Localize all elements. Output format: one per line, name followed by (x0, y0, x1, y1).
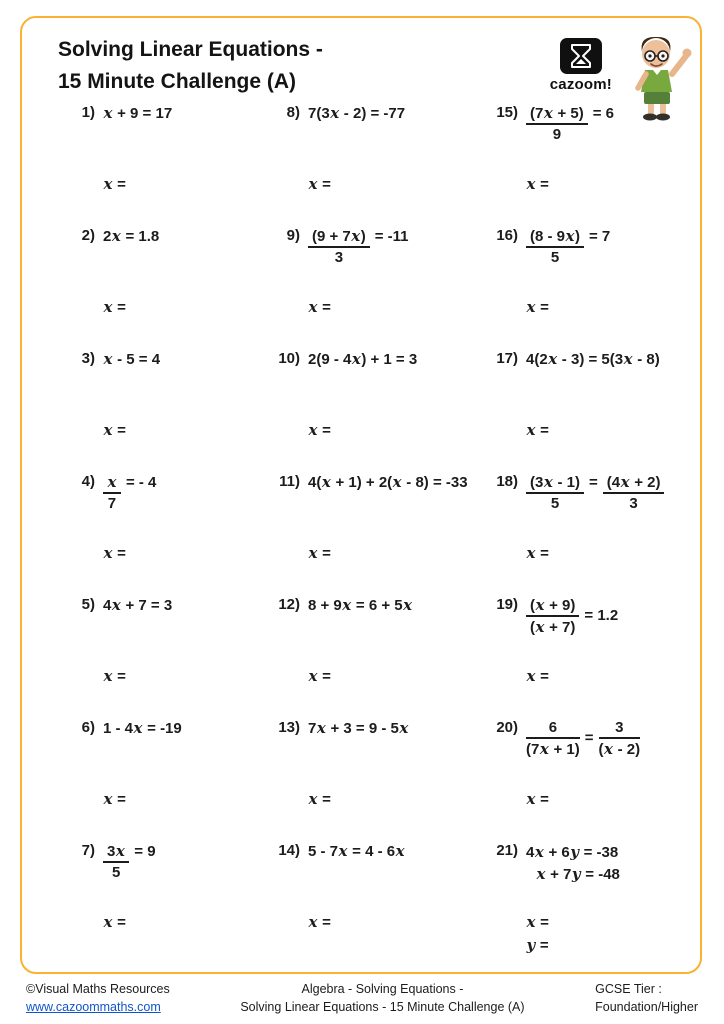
problem-cell-3 (62, 350, 267, 473)
equation: x + 9 = 17 (103, 104, 173, 122)
problem-cell-4 (62, 473, 267, 596)
equation (526, 842, 620, 886)
problem-cell-21 (485, 842, 678, 965)
fraction: $\frac{(3x - 1)}{5}$ (526, 473, 584, 512)
equation: 7x + 3 = 9 - 5x (308, 719, 409, 737)
equation: 5 - 7x = 4 - 6x (308, 842, 405, 860)
problem-number: 13) (278, 719, 300, 736)
answer-blank-14: x = (308, 913, 331, 931)
problem-statement-9 (267, 227, 485, 266)
problem-statement-3 (62, 350, 267, 368)
problem-statement-21 (485, 842, 678, 886)
fraction: $\frac{(4x + 2)}{3}$ (603, 473, 665, 512)
problem-statement-1 (62, 104, 267, 122)
answer-blank-4: x = (103, 544, 126, 562)
equation: $\frac{(9 + 7x)}{3}$ = -11 (308, 227, 409, 266)
answer-blank-17: x = (526, 421, 549, 439)
footer-link[interactable]: www.cazoommaths.com (26, 999, 161, 1014)
problem-statement-6 (62, 719, 267, 737)
equation: $\frac{6}{(7x + 1)}$ = $\frac{3}{(x - 2)}$ (526, 719, 641, 758)
problem-cell-18 (485, 473, 678, 596)
problem-number: 19) (496, 596, 518, 613)
problem-statement-14 (267, 842, 485, 860)
problem-statement-18 (485, 473, 678, 512)
problem-statement-5 (62, 596, 267, 614)
problem-statement-17 (485, 350, 678, 368)
problem-cell-5 (62, 596, 267, 719)
equation: 2(9 - 4x) + 1 = 3 (308, 350, 418, 368)
problem-number: 6) (81, 719, 95, 736)
problem-number: 9) (286, 227, 300, 244)
problem-cell-2 (62, 227, 267, 350)
problem-number: 8) (286, 104, 300, 121)
fraction: $\frac{(7x + 5)}{9}$ (526, 104, 588, 143)
problem-number: 18) (496, 473, 518, 490)
problem-number: 10) (278, 350, 300, 367)
answer-blank-11: x = (308, 544, 331, 562)
footer-tier-value: Foundation/Higher (595, 999, 698, 1014)
problem-cell-10 (267, 350, 485, 473)
problem-statement-20 (485, 719, 678, 758)
page-title (58, 34, 323, 97)
problem-statement-11 (267, 473, 485, 491)
equation: 8 + 9x = 6 + 5x (308, 596, 413, 614)
equation: $\frac{3x}{5}$ = 9 (103, 842, 156, 881)
problem-number: 12) (278, 596, 300, 613)
problem-cell-6 (62, 719, 267, 842)
fraction: $\frac{3}{(x - 2)}$ (598, 719, 641, 758)
answer-blank-19: x = (526, 667, 549, 685)
equation: $\frac{(3x - 1)}{5}$ = $\frac{(4x + 2)}{3}$ (526, 473, 669, 512)
page-title-line2: 15 Minute Challenge (A) (58, 69, 297, 93)
problem-number: 11) (279, 473, 300, 490)
fraction: $\frac{(9 + 7x)}{3}$ (308, 227, 370, 266)
problem-number: 16) (496, 227, 518, 244)
problems-grid (62, 104, 678, 965)
problem-cell-13 (267, 719, 485, 842)
problem-number: 2) (81, 227, 95, 244)
answer-blank-1: x = (103, 175, 126, 193)
equation: $\frac{(8 - 9x)}{5}$ = 7 (526, 227, 610, 266)
problem-statement-8 (267, 104, 485, 122)
answer-blank-7: x = (103, 913, 126, 931)
equation: $\frac{x}{7}$ = - 4 (103, 473, 156, 512)
problem-statement-13 (267, 719, 485, 737)
equation: x - 5 = 4 (103, 350, 161, 368)
fraction: $\frac{6}{(7x + 1)}$ (526, 719, 580, 758)
footer-tier-label: GCSE Tier : (595, 981, 662, 996)
answer-blank-9: x = (308, 298, 331, 316)
problem-statement-16 (485, 227, 678, 266)
problem-number: 17) (496, 350, 518, 367)
answer-blank-20: x = (526, 790, 549, 808)
fraction: $\frac{x}{7}$ (103, 473, 121, 512)
problem-number: 15) (496, 104, 518, 121)
problem-statement-7 (62, 842, 267, 881)
footer-copyright (26, 980, 170, 1016)
equation: 1 - 4x = -19 (103, 719, 182, 737)
fraction: $\frac{3x}{5}$ (103, 842, 129, 881)
problem-statement-15 (485, 104, 678, 143)
problem-number: 14) (278, 842, 300, 859)
problem-number: 7) (81, 842, 95, 859)
problem-cell-9 (267, 227, 485, 350)
footer-center-line2: Solving Linear Equations - 15 Minute Challenge (A) (240, 999, 525, 1014)
page-title-line1: Solving Linear Equations - (58, 38, 323, 61)
answer-blank-16: x = (526, 298, 549, 316)
equation: 4(2x - 3) = 5(3x - 8) (526, 350, 660, 368)
problem-cell-15 (485, 104, 678, 227)
fraction: $\frac{(x + 9)}{(x + 7)}$ (526, 596, 579, 636)
cazoom-logo-text: cazoom! (549, 76, 612, 93)
problem-statement-2 (62, 227, 267, 245)
answer-blank-13: x = (308, 790, 331, 808)
problem-cell-11 (267, 473, 485, 596)
problem-statement-4 (62, 473, 267, 512)
answer-blank-6: x = (103, 790, 126, 808)
page-footer (0, 980, 724, 1016)
problem-statement-12 (267, 596, 485, 614)
problem-cell-1 (62, 104, 267, 227)
answer-blank-15: x = (526, 175, 549, 193)
answer-blank-5: x = (103, 667, 126, 685)
equation: $\frac{(x + 9)}{(x + 7)}$ = 1.2 (526, 596, 618, 636)
problem-cell-16 (485, 227, 678, 350)
fraction: $\frac{(8 - 9x)}{5}$ (526, 227, 584, 266)
equation: 7(3x - 2) = -77 (308, 104, 406, 122)
answer-blank-8: x = (308, 175, 331, 193)
answer-blank-21: x = y = (526, 913, 549, 954)
footer-copyright-text: ©Visual Maths Resources (26, 981, 170, 996)
footer-worksheet-title (170, 980, 595, 1016)
equation: 4x + 7 = 3 (103, 596, 173, 614)
footer-center-line1: Algebra - Solving Equations - (301, 981, 464, 996)
problem-cell-19 (485, 596, 678, 719)
hourglass-icon (560, 38, 602, 74)
answer-blank-3: x = (103, 421, 126, 439)
problem-cell-14 (267, 842, 485, 965)
problem-cell-17 (485, 350, 678, 473)
problem-cell-8 (267, 104, 485, 227)
problem-cell-12 (267, 596, 485, 719)
equation: $\frac{(7x + 5)}{9}$ = 6 (526, 104, 614, 143)
answer-blank-10: x = (308, 421, 331, 439)
problem-cell-20 (485, 719, 678, 842)
equation: 2x = 1.8 (103, 227, 160, 245)
answer-blank-18: x = (526, 544, 549, 562)
cazoom-logo (550, 38, 612, 93)
problem-number: 20) (496, 719, 518, 736)
problem-number: 5) (81, 596, 95, 613)
problem-cell-7 (62, 842, 267, 965)
problem-statement-19 (485, 596, 678, 636)
problem-statement-10 (267, 350, 485, 368)
equation-system: 4x + 6y = -38 x + 7y = -48 (526, 843, 620, 883)
answer-blank-2: x = (103, 298, 126, 316)
problem-number: 4) (81, 473, 95, 490)
problem-number: 21) (496, 842, 518, 859)
problem-number: 3) (81, 350, 95, 367)
problem-number: 1) (81, 104, 95, 121)
answer-blank-12: x = (308, 667, 331, 685)
equation: 4(x + 1) + 2(x - 8) = -33 (308, 473, 468, 491)
footer-tier (595, 980, 698, 1016)
